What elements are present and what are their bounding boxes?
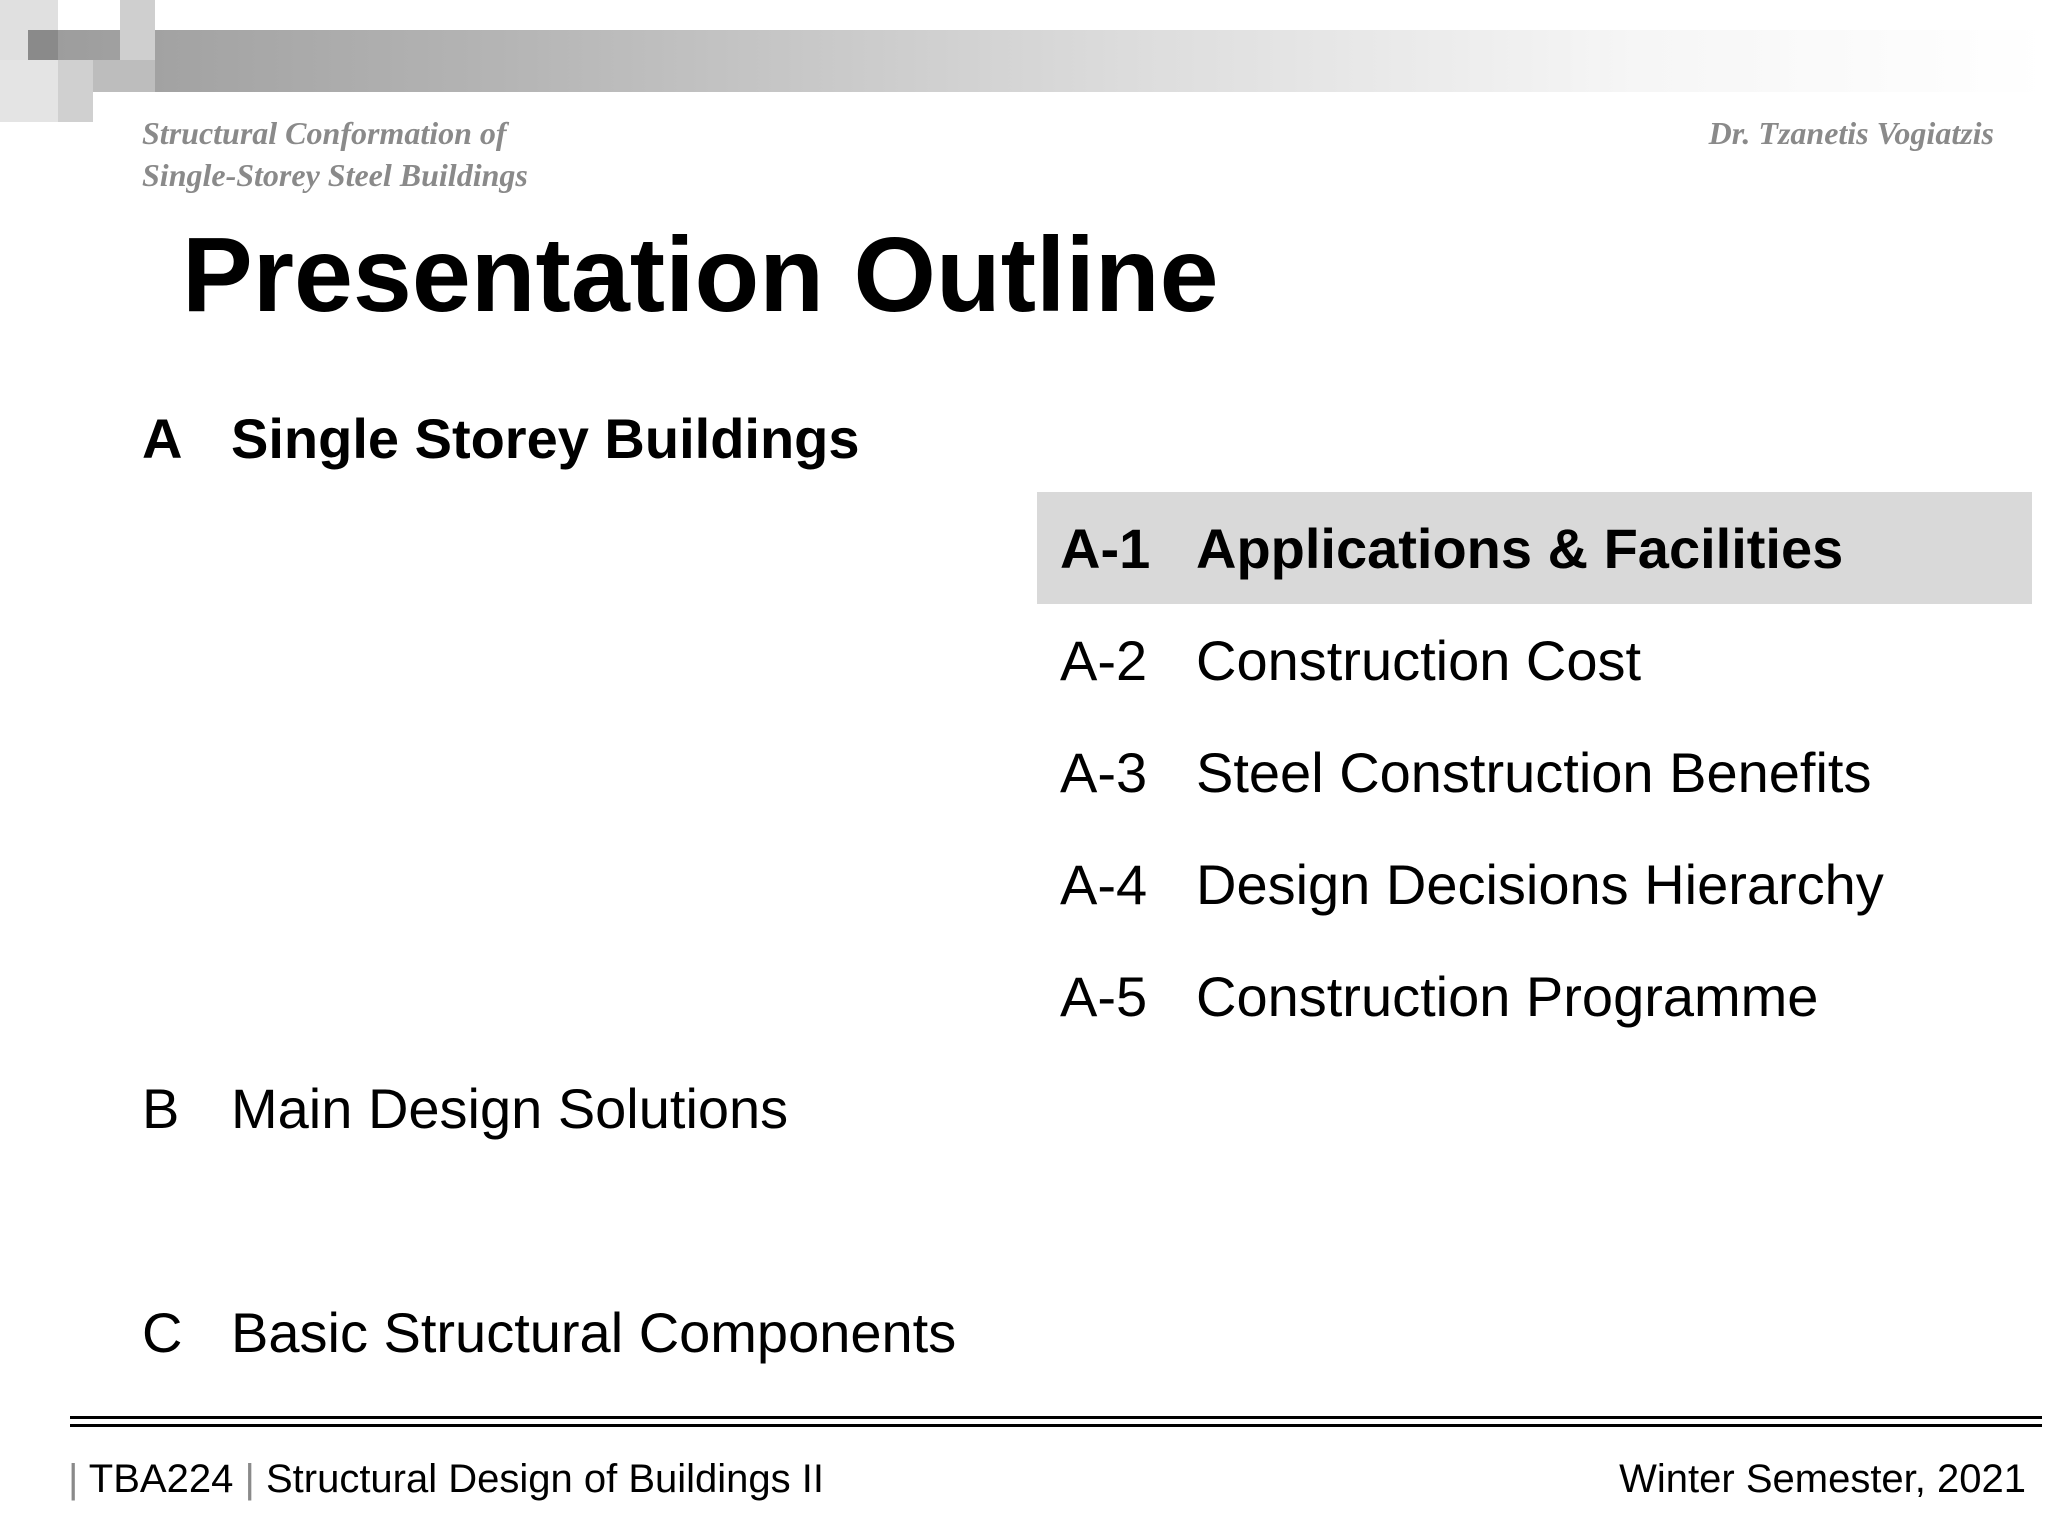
subsection-code: A-2 (1060, 629, 1148, 692)
footer-divider (70, 1424, 2042, 1427)
subsection-label: Construction Cost (1196, 629, 1642, 692)
header-decoration (0, 60, 58, 122)
outline-label: Single Storey Buildings (231, 407, 860, 470)
outline-label: Main Design Solutions (231, 1077, 789, 1140)
header-decoration (93, 60, 155, 92)
outline-code: B (142, 1077, 180, 1140)
header-decoration (28, 30, 58, 60)
subsection-label: Applications & Facilities (1196, 517, 1844, 580)
course-title (142, 112, 742, 196)
subsection-code: A-1 (1060, 517, 1151, 580)
subsection-code: A-3 (1060, 741, 1148, 804)
footer-separator: | (68, 1457, 79, 1501)
footer-course-name: Structural Design of Buildings II (265, 1457, 824, 1501)
header-decoration (58, 0, 120, 30)
outline-label: Basic Structural Components (231, 1301, 957, 1364)
subsection-code: A-4 (1060, 853, 1148, 916)
course-title-line1: Structural Conformation of (142, 115, 507, 151)
footer-course-code: TBA224 (88, 1457, 234, 1501)
outline-code: C (142, 1301, 183, 1364)
subsection-label: Steel Construction Benefits (1196, 741, 1872, 804)
footer-semester: Winter Semester, 2021 (1619, 1457, 2026, 1501)
footer-course (68, 1454, 824, 1504)
header-decoration (58, 60, 93, 122)
subsection-label: Design Decisions Hierarchy (1196, 853, 1884, 916)
course-title-line2: Single-Storey Steel Buildings (142, 157, 528, 193)
header-gradient-band (0, 30, 2048, 92)
footer-divider (70, 1416, 2042, 1419)
footer-separator: | (244, 1457, 255, 1501)
outline-code: A (142, 407, 183, 470)
subsection-code: A-5 (1060, 965, 1148, 1028)
subsection-label: Construction Programme (1196, 965, 1819, 1028)
header-decoration (120, 0, 155, 60)
author-name: Dr. Tzanetis Vogiatzis (1708, 115, 1994, 151)
page-title: Presentation Outline (182, 216, 1219, 334)
